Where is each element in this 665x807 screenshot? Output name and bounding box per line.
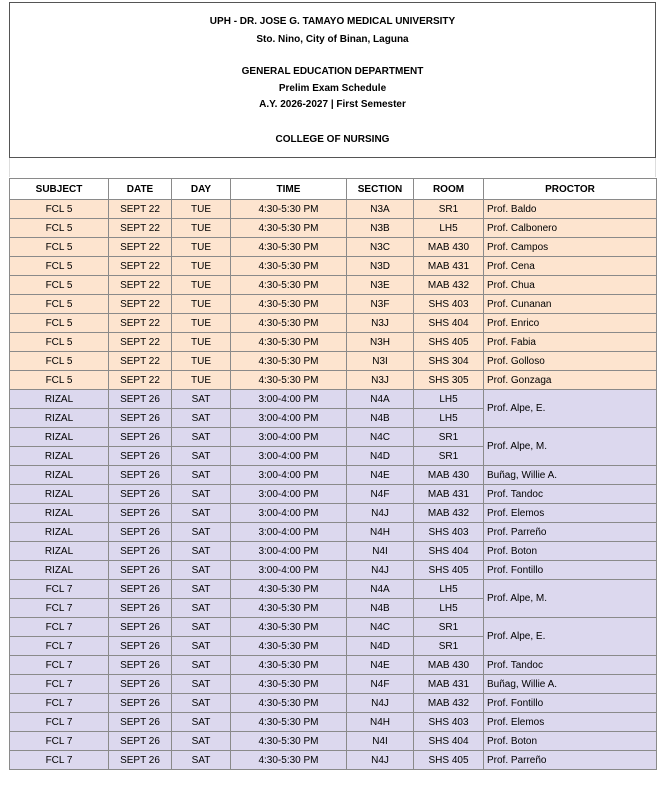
cell-time: 3:00-4:00 PM [231,504,347,523]
table-row [10,333,657,352]
cell-day: TUE [172,219,231,238]
cell-section: N4B [347,409,414,428]
table-body [10,200,657,770]
cell-subject: FCL 7 [10,580,109,599]
table-row [10,618,657,637]
cell-proctor: Prof. Tandoc [484,656,657,675]
university-name: UPH - DR. JOSE G. TAMAYO MEDICAL UNIVERSITY [209,16,456,27]
cell-section: N3D [347,257,414,276]
exam-schedule-table [9,178,657,770]
table-row [10,371,657,390]
cell-proctor: Prof. Fabia [484,333,657,352]
cell-section: N4H [347,523,414,542]
cell-time: 4:30-5:30 PM [231,618,347,637]
table-row [10,561,657,580]
cell-section: N4D [347,637,414,656]
cell-time: 4:30-5:30 PM [231,580,347,599]
table-row [10,352,657,371]
cell-room: MAB 431 [414,485,484,504]
cell-room: SHS 405 [414,751,484,770]
cell-day: SAT [172,447,231,466]
cell-room: SHS 403 [414,295,484,314]
cell-subject: RIZAL [10,561,109,580]
cell-time: 4:30-5:30 PM [231,295,347,314]
cell-room: LH5 [414,599,484,618]
cell-date: SEPT 26 [109,428,172,447]
cell-time: 3:00-4:00 PM [231,542,347,561]
cell-time: 3:00-4:00 PM [231,466,347,485]
cell-subject: FCL 5 [10,352,109,371]
cell-day: TUE [172,314,231,333]
cell-section: N4J [347,694,414,713]
cell-subject: RIZAL [10,466,109,485]
cell-day: TUE [172,257,231,276]
cell-day: TUE [172,276,231,295]
cell-day: TUE [172,333,231,352]
cell-section: N3F [347,295,414,314]
cell-date: SEPT 26 [109,751,172,770]
cell-subject: FCL 5 [10,219,109,238]
cell-section: N4J [347,561,414,580]
cell-date: SEPT 26 [109,447,172,466]
cell-subject: FCL 7 [10,618,109,637]
table-row [10,675,657,694]
cell-date: SEPT 26 [109,523,172,542]
cell-subject: FCL 5 [10,200,109,219]
column-header-day: DAY [172,179,231,200]
cell-day: TUE [172,200,231,219]
cell-proctor: Prof. Cena [484,257,657,276]
cell-day: SAT [172,523,231,542]
cell-date: SEPT 26 [109,466,172,485]
cell-subject: RIZAL [10,390,109,409]
cell-time: 4:30-5:30 PM [231,219,347,238]
cell-room: SR1 [414,428,484,447]
cell-day: SAT [172,713,231,732]
cell-date: SEPT 26 [109,599,172,618]
cell-subject: FCL 7 [10,694,109,713]
cell-section: N4J [347,751,414,770]
cell-day: SAT [172,599,231,618]
cell-section: N4A [347,390,414,409]
cell-day: SAT [172,618,231,637]
table-row [10,219,657,238]
table-row [10,276,657,295]
cell-day: SAT [172,390,231,409]
cell-proctor: Prof. Alpe, E. [484,390,657,428]
cell-day: TUE [172,371,231,390]
cell-time: 4:30-5:30 PM [231,713,347,732]
cell-room: MAB 430 [414,466,484,485]
cell-proctor: Prof. Enrico [484,314,657,333]
cell-room: SHS 305 [414,371,484,390]
cell-time: 4:30-5:30 PM [231,637,347,656]
document-header [9,2,656,158]
cell-date: SEPT 26 [109,618,172,637]
cell-proctor: Prof. Campos [484,238,657,257]
table-row [10,428,657,447]
cell-day: SAT [172,466,231,485]
cell-subject: FCL 7 [10,599,109,618]
academic-year: A.Y. 2026-2027 | First Semester [259,99,406,110]
cell-section: N3E [347,276,414,295]
cell-date: SEPT 26 [109,561,172,580]
cell-time: 3:00-4:00 PM [231,485,347,504]
cell-date: SEPT 22 [109,200,172,219]
cell-proctor: Prof. Elemos [484,713,657,732]
column-header-section: SECTION [347,179,414,200]
cell-proctor: Prof. Golloso [484,352,657,371]
cell-section: N4I [347,542,414,561]
cell-subject: RIZAL [10,504,109,523]
cell-date: SEPT 26 [109,485,172,504]
department-name: GENERAL EDUCATION DEPARTMENT [241,66,424,77]
cell-time: 4:30-5:30 PM [231,200,347,219]
cell-room: LH5 [414,580,484,599]
cell-room: SHS 404 [414,542,484,561]
cell-subject: RIZAL [10,428,109,447]
cell-date: SEPT 22 [109,238,172,257]
cell-time: 3:00-4:00 PM [231,561,347,580]
cell-day: TUE [172,295,231,314]
cell-room: MAB 430 [414,238,484,257]
table-row [10,238,657,257]
table-row [10,523,657,542]
cell-room: SHS 403 [414,523,484,542]
cell-section: N3J [347,314,414,333]
cell-section: N3I [347,352,414,371]
cell-date: SEPT 26 [109,713,172,732]
table-row [10,390,657,409]
table-row [10,295,657,314]
cell-section: N3C [347,238,414,257]
cell-subject: FCL 7 [10,713,109,732]
table-row [10,466,657,485]
cell-date: SEPT 22 [109,371,172,390]
cell-section: N4F [347,675,414,694]
table-header-row [10,179,657,200]
cell-date: SEPT 26 [109,390,172,409]
cell-day: SAT [172,428,231,447]
cell-subject: RIZAL [10,523,109,542]
cell-subject: FCL 5 [10,257,109,276]
schedule-title: Prelim Exam Schedule [278,83,387,94]
cell-date: SEPT 26 [109,580,172,599]
cell-section: N4H [347,713,414,732]
cell-time: 4:30-5:30 PM [231,371,347,390]
cell-room: SHS 404 [414,314,484,333]
cell-proctor: Prof. Parreño [484,523,657,542]
table-row [10,751,657,770]
cell-subject: FCL 7 [10,751,109,770]
cell-subject: FCL 5 [10,333,109,352]
cell-day: SAT [172,409,231,428]
cell-subject: FCL 5 [10,295,109,314]
cell-section: N3H [347,333,414,352]
cell-day: SAT [172,694,231,713]
cell-day: SAT [172,580,231,599]
cell-section: N4F [347,485,414,504]
table-row [10,504,657,523]
cell-time: 3:00-4:00 PM [231,390,347,409]
cell-subject: FCL 7 [10,675,109,694]
column-header-time: TIME [231,179,347,200]
table-row [10,732,657,751]
university-address: Sto. Nino, City of Binan, Laguna [256,34,409,45]
cell-day: SAT [172,637,231,656]
column-header-date: DATE [109,179,172,200]
table-row [10,694,657,713]
column-header-room: ROOM [414,179,484,200]
cell-time: 4:30-5:30 PM [231,694,347,713]
cell-day: SAT [172,751,231,770]
cell-date: SEPT 22 [109,314,172,333]
cell-room: SR1 [414,637,484,656]
cell-date: SEPT 26 [109,637,172,656]
cell-room: MAB 432 [414,504,484,523]
cell-date: SEPT 26 [109,694,172,713]
cell-time: 4:30-5:30 PM [231,352,347,371]
cell-proctor: Prof. Calbonero [484,219,657,238]
column-header-subject: SUBJECT [10,179,109,200]
cell-section: N4I [347,732,414,751]
cell-date: SEPT 26 [109,409,172,428]
cell-room: SHS 405 [414,333,484,352]
cell-date: SEPT 26 [109,542,172,561]
cell-day: SAT [172,561,231,580]
table-row [10,314,657,333]
cell-subject: RIZAL [10,485,109,504]
table-row [10,485,657,504]
cell-day: SAT [172,656,231,675]
cell-date: SEPT 22 [109,352,172,371]
cell-room: LH5 [414,390,484,409]
cell-proctor: Prof. Boton [484,542,657,561]
cell-proctor: Prof. Parreño [484,751,657,770]
cell-section: N4J [347,504,414,523]
cell-proctor: Prof. Gonzaga [484,371,657,390]
cell-section: N3B [347,219,414,238]
cell-room: SHS 304 [414,352,484,371]
spacer-row [9,158,656,177]
cell-day: SAT [172,542,231,561]
cell-time: 4:30-5:30 PM [231,276,347,295]
cell-time: 3:00-4:00 PM [231,409,347,428]
cell-day: TUE [172,238,231,257]
cell-room: SHS 404 [414,732,484,751]
cell-room: SR1 [414,200,484,219]
cell-day: SAT [172,732,231,751]
cell-proctor: Prof. Fontillo [484,561,657,580]
cell-section: N3A [347,200,414,219]
cell-section: N4C [347,618,414,637]
cell-time: 4:30-5:30 PM [231,314,347,333]
cell-date: SEPT 26 [109,656,172,675]
cell-proctor: Prof. Elemos [484,504,657,523]
cell-time: 3:00-4:00 PM [231,428,347,447]
cell-section: N4E [347,466,414,485]
cell-date: SEPT 22 [109,219,172,238]
cell-section: N3J [347,371,414,390]
cell-proctor: Buñag, Willie A. [484,675,657,694]
cell-date: SEPT 26 [109,732,172,751]
cell-section: N4B [347,599,414,618]
cell-subject: FCL 7 [10,732,109,751]
cell-date: SEPT 26 [109,504,172,523]
cell-time: 4:30-5:30 PM [231,656,347,675]
cell-room: MAB 431 [414,257,484,276]
cell-subject: FCL 5 [10,371,109,390]
cell-proctor: Prof. Alpe, M. [484,428,657,466]
cell-room: MAB 432 [414,276,484,295]
cell-time: 4:30-5:30 PM [231,257,347,276]
cell-proctor: Prof. Cunanan [484,295,657,314]
cell-day: SAT [172,504,231,523]
cell-section: N4E [347,656,414,675]
cell-section: N4D [347,447,414,466]
cell-room: LH5 [414,219,484,238]
table-row [10,200,657,219]
table-row [10,542,657,561]
table-row [10,580,657,599]
cell-time: 3:00-4:00 PM [231,447,347,466]
cell-room: LH5 [414,409,484,428]
cell-room: SR1 [414,618,484,637]
cell-time: 4:30-5:30 PM [231,751,347,770]
cell-subject: RIZAL [10,542,109,561]
cell-date: SEPT 22 [109,295,172,314]
cell-proctor: Buñag, Willie A. [484,466,657,485]
cell-room: SHS 403 [414,713,484,732]
cell-subject: RIZAL [10,447,109,466]
college-name: COLLEGE OF NURSING [275,134,390,145]
cell-section: N4A [347,580,414,599]
cell-proctor: Prof. Fontillo [484,694,657,713]
table-row [10,713,657,732]
cell-section: N4C [347,428,414,447]
cell-proctor: Prof. Alpe, M. [484,580,657,618]
column-header-proctor: PROCTOR [484,179,657,200]
cell-proctor: Prof. Boton [484,732,657,751]
cell-room: SR1 [414,447,484,466]
cell-subject: RIZAL [10,409,109,428]
cell-time: 4:30-5:30 PM [231,732,347,751]
cell-room: MAB 430 [414,656,484,675]
cell-date: SEPT 22 [109,276,172,295]
cell-room: SHS 405 [414,561,484,580]
cell-date: SEPT 22 [109,257,172,276]
cell-day: SAT [172,675,231,694]
table-row [10,257,657,276]
table-row [10,656,657,675]
cell-proctor: Prof. Alpe, E. [484,618,657,656]
cell-proctor: Prof. Baldo [484,200,657,219]
cell-proctor: Prof. Chua [484,276,657,295]
cell-subject: FCL 5 [10,314,109,333]
cell-subject: FCL 7 [10,637,109,656]
cell-subject: FCL 7 [10,656,109,675]
cell-day: SAT [172,485,231,504]
cell-date: SEPT 22 [109,333,172,352]
cell-room: MAB 431 [414,675,484,694]
cell-proctor: Prof. Tandoc [484,485,657,504]
cell-time: 3:00-4:00 PM [231,523,347,542]
cell-time: 4:30-5:30 PM [231,675,347,694]
cell-subject: FCL 5 [10,276,109,295]
cell-time: 4:30-5:30 PM [231,599,347,618]
cell-day: TUE [172,352,231,371]
cell-room: MAB 432 [414,694,484,713]
cell-time: 4:30-5:30 PM [231,333,347,352]
cell-time: 4:30-5:30 PM [231,238,347,257]
cell-subject: FCL 5 [10,238,109,257]
cell-date: SEPT 26 [109,675,172,694]
